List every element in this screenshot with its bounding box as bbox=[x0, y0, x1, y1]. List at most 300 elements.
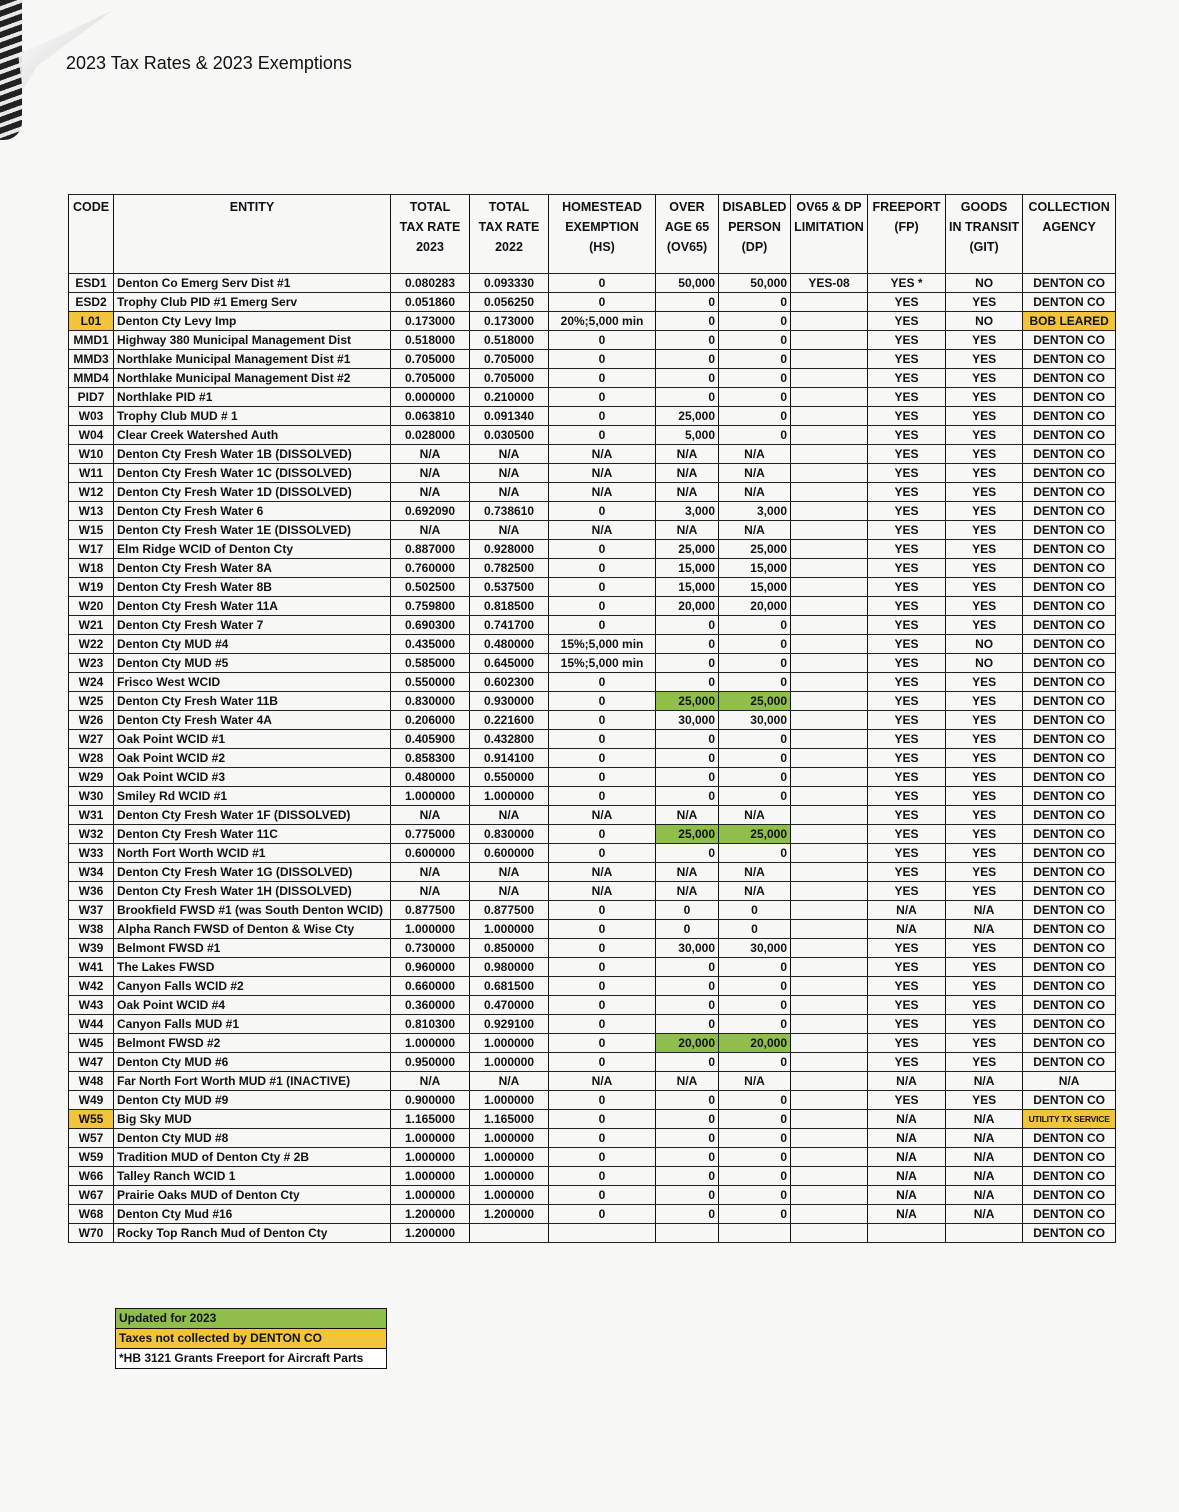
cell-freeport: YES bbox=[868, 635, 946, 654]
cell-homestead: N/A bbox=[549, 445, 656, 464]
cell-homestead: N/A bbox=[549, 483, 656, 502]
cell-homestead: 0 bbox=[549, 1129, 656, 1148]
cell-collection-agency: DENTON CO bbox=[1023, 692, 1116, 711]
cell-rate-2022: 0.830000 bbox=[470, 825, 549, 844]
cell-freeport: YES bbox=[868, 312, 946, 331]
table-row bbox=[69, 388, 1116, 407]
cell-over-65: 0 bbox=[656, 977, 719, 996]
header-homestead: HOMESTEAD EXEMPTION (HS) bbox=[549, 195, 656, 274]
cell-code: W57 bbox=[69, 1129, 114, 1148]
cell-collection-agency: DENTON CO bbox=[1023, 1091, 1116, 1110]
cell-goods-in-transit: YES bbox=[946, 825, 1023, 844]
cell-limitation bbox=[791, 673, 868, 692]
cell-over-65: 0 bbox=[656, 1110, 719, 1129]
cell-entity: Denton Co Emerg Serv Dist #1 bbox=[114, 274, 391, 293]
cell-rate-2023: 0.705000 bbox=[391, 350, 470, 369]
cell-over-65: 0 bbox=[656, 844, 719, 863]
cell-collection-agency: DENTON CO bbox=[1023, 388, 1116, 407]
cell-collection-agency: DENTON CO bbox=[1023, 1034, 1116, 1053]
table-row bbox=[69, 540, 1116, 559]
cell-goods-in-transit: YES bbox=[946, 293, 1023, 312]
cell-entity: Canyon Falls WCID #2 bbox=[114, 977, 391, 996]
cell-code: W66 bbox=[69, 1167, 114, 1186]
legend-footnote: *HB 3121 Grants Freeport for Aircraft Parts bbox=[116, 1349, 386, 1368]
cell-collection-agency: DENTON CO bbox=[1023, 1186, 1116, 1205]
cell-homestead: 0 bbox=[549, 407, 656, 426]
cell-code: MMD4 bbox=[69, 369, 114, 388]
cell-rate-2022: N/A bbox=[470, 882, 549, 901]
cell-limitation bbox=[791, 920, 868, 939]
table-row bbox=[69, 369, 1116, 388]
cell-freeport: YES * bbox=[868, 274, 946, 293]
cell-entity: Northlake Municipal Management Dist #2 bbox=[114, 369, 391, 388]
cell-over-65: 30,000 bbox=[656, 939, 719, 958]
cell-code: W37 bbox=[69, 901, 114, 920]
cell-over-65: 20,000 bbox=[656, 1034, 719, 1053]
cell-freeport: YES bbox=[868, 540, 946, 559]
cell-entity: Denton Cty Fresh Water 1B (DISSOLVED) bbox=[114, 445, 391, 464]
cell-collection-agency: DENTON CO bbox=[1023, 559, 1116, 578]
cell-rate-2022: 0.432800 bbox=[470, 730, 549, 749]
cell-code: W55 bbox=[69, 1110, 114, 1129]
cell-over-65: N/A bbox=[656, 483, 719, 502]
cell-homestead: 0 bbox=[549, 958, 656, 977]
cell-rate-2023: N/A bbox=[391, 483, 470, 502]
cell-homestead: 20%;5,000 min bbox=[549, 312, 656, 331]
cell-over-65: 0 bbox=[656, 920, 719, 939]
cell-rate-2023: 1.000000 bbox=[391, 920, 470, 939]
cell-freeport: YES bbox=[868, 521, 946, 540]
cell-rate-2023: 0.405900 bbox=[391, 730, 470, 749]
cell-rate-2023: 0.887000 bbox=[391, 540, 470, 559]
cell-over-65: 30,000 bbox=[656, 711, 719, 730]
cell-freeport: YES bbox=[868, 616, 946, 635]
cell-limitation bbox=[791, 312, 868, 331]
table-row bbox=[69, 882, 1116, 901]
cell-collection-agency: DENTON CO bbox=[1023, 882, 1116, 901]
cell-disabled-person: 0 bbox=[719, 616, 791, 635]
cell-collection-agency: DENTON CO bbox=[1023, 863, 1116, 882]
cell-rate-2023: 0.730000 bbox=[391, 939, 470, 958]
cell-collection-agency: DENTON CO bbox=[1023, 1167, 1116, 1186]
cell-entity: Rocky Top Ranch Mud of Denton Cty bbox=[114, 1224, 391, 1243]
cell-collection-agency: DENTON CO bbox=[1023, 749, 1116, 768]
cell-over-65: 0 bbox=[656, 768, 719, 787]
cell-limitation bbox=[791, 1015, 868, 1034]
cell-disabled-person: N/A bbox=[719, 445, 791, 464]
cell-goods-in-transit: YES bbox=[946, 749, 1023, 768]
cell-disabled-person: 0 bbox=[719, 673, 791, 692]
cell-limitation bbox=[791, 445, 868, 464]
header-code: CODE bbox=[69, 195, 114, 274]
table-row bbox=[69, 787, 1116, 806]
cell-code: W11 bbox=[69, 464, 114, 483]
cell-entity: Denton Cty Mud #16 bbox=[114, 1205, 391, 1224]
cell-collection-agency: DENTON CO bbox=[1023, 597, 1116, 616]
cell-homestead: 15%;5,000 min bbox=[549, 654, 656, 673]
cell-entity: Oak Point WCID #1 bbox=[114, 730, 391, 749]
page-title: 2023 Tax Rates & 2023 Exemptions bbox=[66, 53, 352, 73]
cell-entity: Tradition MUD of Denton Cty # 2B bbox=[114, 1148, 391, 1167]
cell-freeport: YES bbox=[868, 787, 946, 806]
cell-limitation bbox=[791, 882, 868, 901]
cell-rate-2022: 1.165000 bbox=[470, 1110, 549, 1129]
cell-collection-agency: DENTON CO bbox=[1023, 787, 1116, 806]
cell-disabled-person: 0 bbox=[719, 1091, 791, 1110]
cell-entity: Northlake PID #1 bbox=[114, 388, 391, 407]
cell-rate-2023: 0.435000 bbox=[391, 635, 470, 654]
cell-collection-agency: DENTON CO bbox=[1023, 483, 1116, 502]
cell-disabled-person: 0 bbox=[719, 388, 791, 407]
cell-code: MMD1 bbox=[69, 331, 114, 350]
cell-freeport: N/A bbox=[868, 1205, 946, 1224]
cell-over-65: N/A bbox=[656, 806, 719, 825]
cell-goods-in-transit: NO bbox=[946, 654, 1023, 673]
cell-disabled-person: 0 bbox=[719, 1205, 791, 1224]
cell-code: W22 bbox=[69, 635, 114, 654]
cell-goods-in-transit: YES bbox=[946, 350, 1023, 369]
cell-goods-in-transit: YES bbox=[946, 977, 1023, 996]
cell-homestead: N/A bbox=[549, 1072, 656, 1091]
cell-rate-2023: N/A bbox=[391, 445, 470, 464]
cell-freeport: YES bbox=[868, 654, 946, 673]
cell-over-65: 0 bbox=[656, 616, 719, 635]
cell-rate-2022: 0.914100 bbox=[470, 749, 549, 768]
cell-over-65: N/A bbox=[656, 882, 719, 901]
cell-freeport: N/A bbox=[868, 1129, 946, 1148]
table-row bbox=[69, 274, 1116, 293]
cell-freeport: YES bbox=[868, 939, 946, 958]
cell-freeport: YES bbox=[868, 863, 946, 882]
cell-rate-2023: 0.585000 bbox=[391, 654, 470, 673]
cell-limitation bbox=[791, 635, 868, 654]
cell-collection-agency: DENTON CO bbox=[1023, 996, 1116, 1015]
cell-code: W45 bbox=[69, 1034, 114, 1053]
cell-disabled-person: 0 bbox=[719, 426, 791, 445]
cell-rate-2022: 0.518000 bbox=[470, 331, 549, 350]
cell-rate-2023: N/A bbox=[391, 882, 470, 901]
cell-limitation bbox=[791, 1167, 868, 1186]
cell-rate-2023: 1.000000 bbox=[391, 1034, 470, 1053]
cell-rate-2022: 0.221600 bbox=[470, 711, 549, 730]
cell-rate-2023: 0.858300 bbox=[391, 749, 470, 768]
cell-rate-2023: 0.360000 bbox=[391, 996, 470, 1015]
cell-goods-in-transit: YES bbox=[946, 407, 1023, 426]
cell-freeport: N/A bbox=[868, 1186, 946, 1205]
cell-freeport: YES bbox=[868, 1034, 946, 1053]
cell-freeport: YES bbox=[868, 692, 946, 711]
cell-rate-2022: 0.056250 bbox=[470, 293, 549, 312]
cell-collection-agency: DENTON CO bbox=[1023, 901, 1116, 920]
cell-over-65: 15,000 bbox=[656, 559, 719, 578]
cell-rate-2022: 0.930000 bbox=[470, 692, 549, 711]
cell-code: W10 bbox=[69, 445, 114, 464]
table-row bbox=[69, 1186, 1116, 1205]
cell-entity: Elm Ridge WCID of Denton Cty bbox=[114, 540, 391, 559]
cell-rate-2022: 0.980000 bbox=[470, 958, 549, 977]
table-header-row bbox=[69, 195, 1116, 274]
cell-rate-2023: N/A bbox=[391, 521, 470, 540]
cell-homestead: 0 bbox=[549, 749, 656, 768]
cell-limitation bbox=[791, 1034, 868, 1053]
cell-entity: Denton Cty Fresh Water 1H (DISSOLVED) bbox=[114, 882, 391, 901]
cell-entity: Big Sky MUD bbox=[114, 1110, 391, 1129]
cell-freeport: YES bbox=[868, 844, 946, 863]
cell-homestead: 0 bbox=[549, 274, 656, 293]
cell-rate-2022: N/A bbox=[470, 521, 549, 540]
cell-entity: Oak Point WCID #3 bbox=[114, 768, 391, 787]
cell-rate-2022: 0.705000 bbox=[470, 369, 549, 388]
cell-rate-2022: 0.030500 bbox=[470, 426, 549, 445]
cell-entity: Denton Cty Fresh Water 1D (DISSOLVED) bbox=[114, 483, 391, 502]
cell-collection-agency: DENTON CO bbox=[1023, 673, 1116, 692]
cell-homestead bbox=[549, 1224, 656, 1243]
cell-disabled-person: 0 bbox=[719, 350, 791, 369]
cell-disabled-person: 0 bbox=[719, 996, 791, 1015]
cell-over-65: 15,000 bbox=[656, 578, 719, 597]
cell-goods-in-transit: YES bbox=[946, 996, 1023, 1015]
cell-limitation bbox=[791, 787, 868, 806]
cell-rate-2022: 1.000000 bbox=[470, 1148, 549, 1167]
header-limitation: OV65 & DP LIMITATION bbox=[791, 195, 868, 274]
cell-homestead: 0 bbox=[549, 1167, 656, 1186]
cell-code: W31 bbox=[69, 806, 114, 825]
cell-goods-in-transit: YES bbox=[946, 863, 1023, 882]
cell-rate-2022: 1.200000 bbox=[470, 1205, 549, 1224]
table-row bbox=[69, 483, 1116, 502]
cell-freeport: YES bbox=[868, 806, 946, 825]
cell-rate-2023: 1.000000 bbox=[391, 787, 470, 806]
cell-collection-agency: DENTON CO bbox=[1023, 1015, 1116, 1034]
cell-limitation bbox=[791, 407, 868, 426]
cell-goods-in-transit: YES bbox=[946, 597, 1023, 616]
cell-homestead: 0 bbox=[549, 996, 656, 1015]
cell-entity: Denton Cty MUD #5 bbox=[114, 654, 391, 673]
cell-over-65: 0 bbox=[656, 635, 719, 654]
cell-rate-2023: 0.877500 bbox=[391, 901, 470, 920]
cell-disabled-person: 0 bbox=[719, 331, 791, 350]
cell-code: W25 bbox=[69, 692, 114, 711]
cell-rate-2023: 0.051860 bbox=[391, 293, 470, 312]
cell-collection-agency: DENTON CO bbox=[1023, 350, 1116, 369]
table-row bbox=[69, 825, 1116, 844]
cell-over-65: 0 bbox=[656, 749, 719, 768]
cell-homestead: 0 bbox=[549, 825, 656, 844]
cell-homestead: 0 bbox=[549, 597, 656, 616]
cell-code: W29 bbox=[69, 768, 114, 787]
cell-code: W33 bbox=[69, 844, 114, 863]
cell-entity: Frisco West WCID bbox=[114, 673, 391, 692]
cell-collection-agency: DENTON CO bbox=[1023, 369, 1116, 388]
cell-limitation bbox=[791, 293, 868, 312]
cell-rate-2022: 1.000000 bbox=[470, 1091, 549, 1110]
cell-collection-agency: DENTON CO bbox=[1023, 331, 1116, 350]
cell-code: W04 bbox=[69, 426, 114, 445]
cell-code: W42 bbox=[69, 977, 114, 996]
table-body bbox=[69, 274, 1116, 1243]
cell-limitation bbox=[791, 1110, 868, 1129]
cell-entity: Denton Cty MUD #4 bbox=[114, 635, 391, 654]
cell-disabled-person: 50,000 bbox=[719, 274, 791, 293]
table-row bbox=[69, 521, 1116, 540]
cell-rate-2023: 1.000000 bbox=[391, 1167, 470, 1186]
table-row bbox=[69, 1167, 1116, 1186]
cell-over-65: 0 bbox=[656, 312, 719, 331]
table-row bbox=[69, 844, 1116, 863]
cell-over-65: 0 bbox=[656, 331, 719, 350]
table-row bbox=[69, 730, 1116, 749]
cell-rate-2023: 0.600000 bbox=[391, 844, 470, 863]
cell-entity: Denton Cty Fresh Water 11C bbox=[114, 825, 391, 844]
cell-freeport: YES bbox=[868, 825, 946, 844]
cell-goods-in-transit: N/A bbox=[946, 901, 1023, 920]
legend bbox=[115, 1308, 387, 1369]
cell-rate-2022: 0.091340 bbox=[470, 407, 549, 426]
table-row bbox=[69, 920, 1116, 939]
cell-rate-2023: N/A bbox=[391, 464, 470, 483]
cell-entity: Talley Ranch WCID 1 bbox=[114, 1167, 391, 1186]
cell-rate-2023: 0.000000 bbox=[391, 388, 470, 407]
cell-collection-agency: DENTON CO bbox=[1023, 616, 1116, 635]
cell-homestead: 0 bbox=[549, 1148, 656, 1167]
cell-homestead: 0 bbox=[549, 331, 656, 350]
cell-code: W17 bbox=[69, 540, 114, 559]
cell-rate-2022: 1.000000 bbox=[470, 920, 549, 939]
cell-homestead: N/A bbox=[549, 464, 656, 483]
cell-goods-in-transit: YES bbox=[946, 844, 1023, 863]
cell-disabled-person: 0 bbox=[719, 1053, 791, 1072]
cell-disabled-person: 30,000 bbox=[719, 939, 791, 958]
cell-entity: Denton Cty Fresh Water 1C (DISSOLVED) bbox=[114, 464, 391, 483]
cell-goods-in-transit: YES bbox=[946, 521, 1023, 540]
cell-homestead: 15%;5,000 min bbox=[549, 635, 656, 654]
cell-rate-2022: N/A bbox=[470, 445, 549, 464]
cell-rate-2023: 1.200000 bbox=[391, 1205, 470, 1224]
cell-rate-2022: 0.537500 bbox=[470, 578, 549, 597]
cell-code: W24 bbox=[69, 673, 114, 692]
cell-limitation bbox=[791, 901, 868, 920]
cell-goods-in-transit: YES bbox=[946, 1053, 1023, 1072]
cell-limitation bbox=[791, 863, 868, 882]
cell-entity: Canyon Falls MUD #1 bbox=[114, 1015, 391, 1034]
cell-code: W48 bbox=[69, 1072, 114, 1091]
cell-rate-2022: 0.093330 bbox=[470, 274, 549, 293]
cell-rate-2022: 0.782500 bbox=[470, 559, 549, 578]
cell-goods-in-transit: N/A bbox=[946, 1129, 1023, 1148]
cell-rate-2023: 0.550000 bbox=[391, 673, 470, 692]
cell-disabled-person: 0 bbox=[719, 901, 791, 920]
cell-goods-in-transit: N/A bbox=[946, 1167, 1023, 1186]
cell-freeport: YES bbox=[868, 882, 946, 901]
cell-over-65: 0 bbox=[656, 350, 719, 369]
cell-over-65: 20,000 bbox=[656, 597, 719, 616]
cell-over-65: 25,000 bbox=[656, 540, 719, 559]
cell-disabled-person: N/A bbox=[719, 882, 791, 901]
cell-rate-2022: 0.600000 bbox=[470, 844, 549, 863]
cell-collection-agency: UTILITY TX SERVICE bbox=[1023, 1110, 1116, 1129]
cell-homestead: 0 bbox=[549, 502, 656, 521]
cell-freeport: N/A bbox=[868, 1167, 946, 1186]
cell-collection-agency: DENTON CO bbox=[1023, 711, 1116, 730]
table-row bbox=[69, 1129, 1116, 1148]
cell-collection-agency: DENTON CO bbox=[1023, 1129, 1116, 1148]
cell-homestead: 0 bbox=[549, 1186, 656, 1205]
cell-rate-2023: 0.760000 bbox=[391, 559, 470, 578]
cell-freeport bbox=[868, 1224, 946, 1243]
cell-freeport: YES bbox=[868, 1091, 946, 1110]
cell-rate-2022: N/A bbox=[470, 464, 549, 483]
cell-code: W67 bbox=[69, 1186, 114, 1205]
cell-limitation bbox=[791, 1072, 868, 1091]
cell-over-65: 0 bbox=[656, 996, 719, 1015]
cell-homestead: 0 bbox=[549, 977, 656, 996]
cell-rate-2023: 0.518000 bbox=[391, 331, 470, 350]
table-row bbox=[69, 312, 1116, 331]
cell-homestead: 0 bbox=[549, 673, 656, 692]
cell-code: W20 bbox=[69, 597, 114, 616]
cell-goods-in-transit: N/A bbox=[946, 920, 1023, 939]
cell-disabled-person: 0 bbox=[719, 749, 791, 768]
cell-disabled-person: 30,000 bbox=[719, 711, 791, 730]
cell-goods-in-transit bbox=[946, 1224, 1023, 1243]
table-row bbox=[69, 559, 1116, 578]
cell-disabled-person: N/A bbox=[719, 521, 791, 540]
table-row bbox=[69, 977, 1116, 996]
cell-over-65: 0 bbox=[656, 673, 719, 692]
cell-freeport: YES bbox=[868, 749, 946, 768]
cell-over-65: 0 bbox=[656, 1205, 719, 1224]
cell-freeport: N/A bbox=[868, 901, 946, 920]
cell-rate-2022: 0.470000 bbox=[470, 996, 549, 1015]
cell-over-65: 0 bbox=[656, 293, 719, 312]
table-row bbox=[69, 863, 1116, 882]
table-row bbox=[69, 901, 1116, 920]
cell-rate-2022: 0.705000 bbox=[470, 350, 549, 369]
cell-collection-agency: DENTON CO bbox=[1023, 1224, 1116, 1243]
cell-rate-2023: 0.480000 bbox=[391, 768, 470, 787]
cell-homestead: 0 bbox=[549, 369, 656, 388]
cell-collection-agency: DENTON CO bbox=[1023, 464, 1116, 483]
cell-goods-in-transit: YES bbox=[946, 464, 1023, 483]
cell-code: W28 bbox=[69, 749, 114, 768]
cell-code: MMD3 bbox=[69, 350, 114, 369]
cell-code: W19 bbox=[69, 578, 114, 597]
cell-limitation bbox=[791, 369, 868, 388]
cell-goods-in-transit: YES bbox=[946, 806, 1023, 825]
cell-homestead: 0 bbox=[549, 920, 656, 939]
cell-rate-2023: 0.759800 bbox=[391, 597, 470, 616]
cell-code: W59 bbox=[69, 1148, 114, 1167]
cell-rate-2022: 1.000000 bbox=[470, 1167, 549, 1186]
cell-entity: Highway 380 Municipal Management Dist bbox=[114, 331, 391, 350]
cell-rate-2022: N/A bbox=[470, 1072, 549, 1091]
table-row bbox=[69, 616, 1116, 635]
cell-rate-2022: 0.480000 bbox=[470, 635, 549, 654]
table-row bbox=[69, 635, 1116, 654]
cell-disabled-person: 0 bbox=[719, 654, 791, 673]
cell-disabled-person: 0 bbox=[719, 958, 791, 977]
cell-over-65: 5,000 bbox=[656, 426, 719, 445]
cell-collection-agency: DENTON CO bbox=[1023, 293, 1116, 312]
cell-entity: Denton Cty Fresh Water 7 bbox=[114, 616, 391, 635]
cell-homestead: 0 bbox=[549, 711, 656, 730]
cell-limitation bbox=[791, 388, 868, 407]
cell-rate-2023: 1.000000 bbox=[391, 1186, 470, 1205]
cell-entity: Denton Cty MUD #9 bbox=[114, 1091, 391, 1110]
cell-collection-agency: DENTON CO bbox=[1023, 977, 1116, 996]
cell-freeport: YES bbox=[868, 958, 946, 977]
cell-freeport: YES bbox=[868, 673, 946, 692]
